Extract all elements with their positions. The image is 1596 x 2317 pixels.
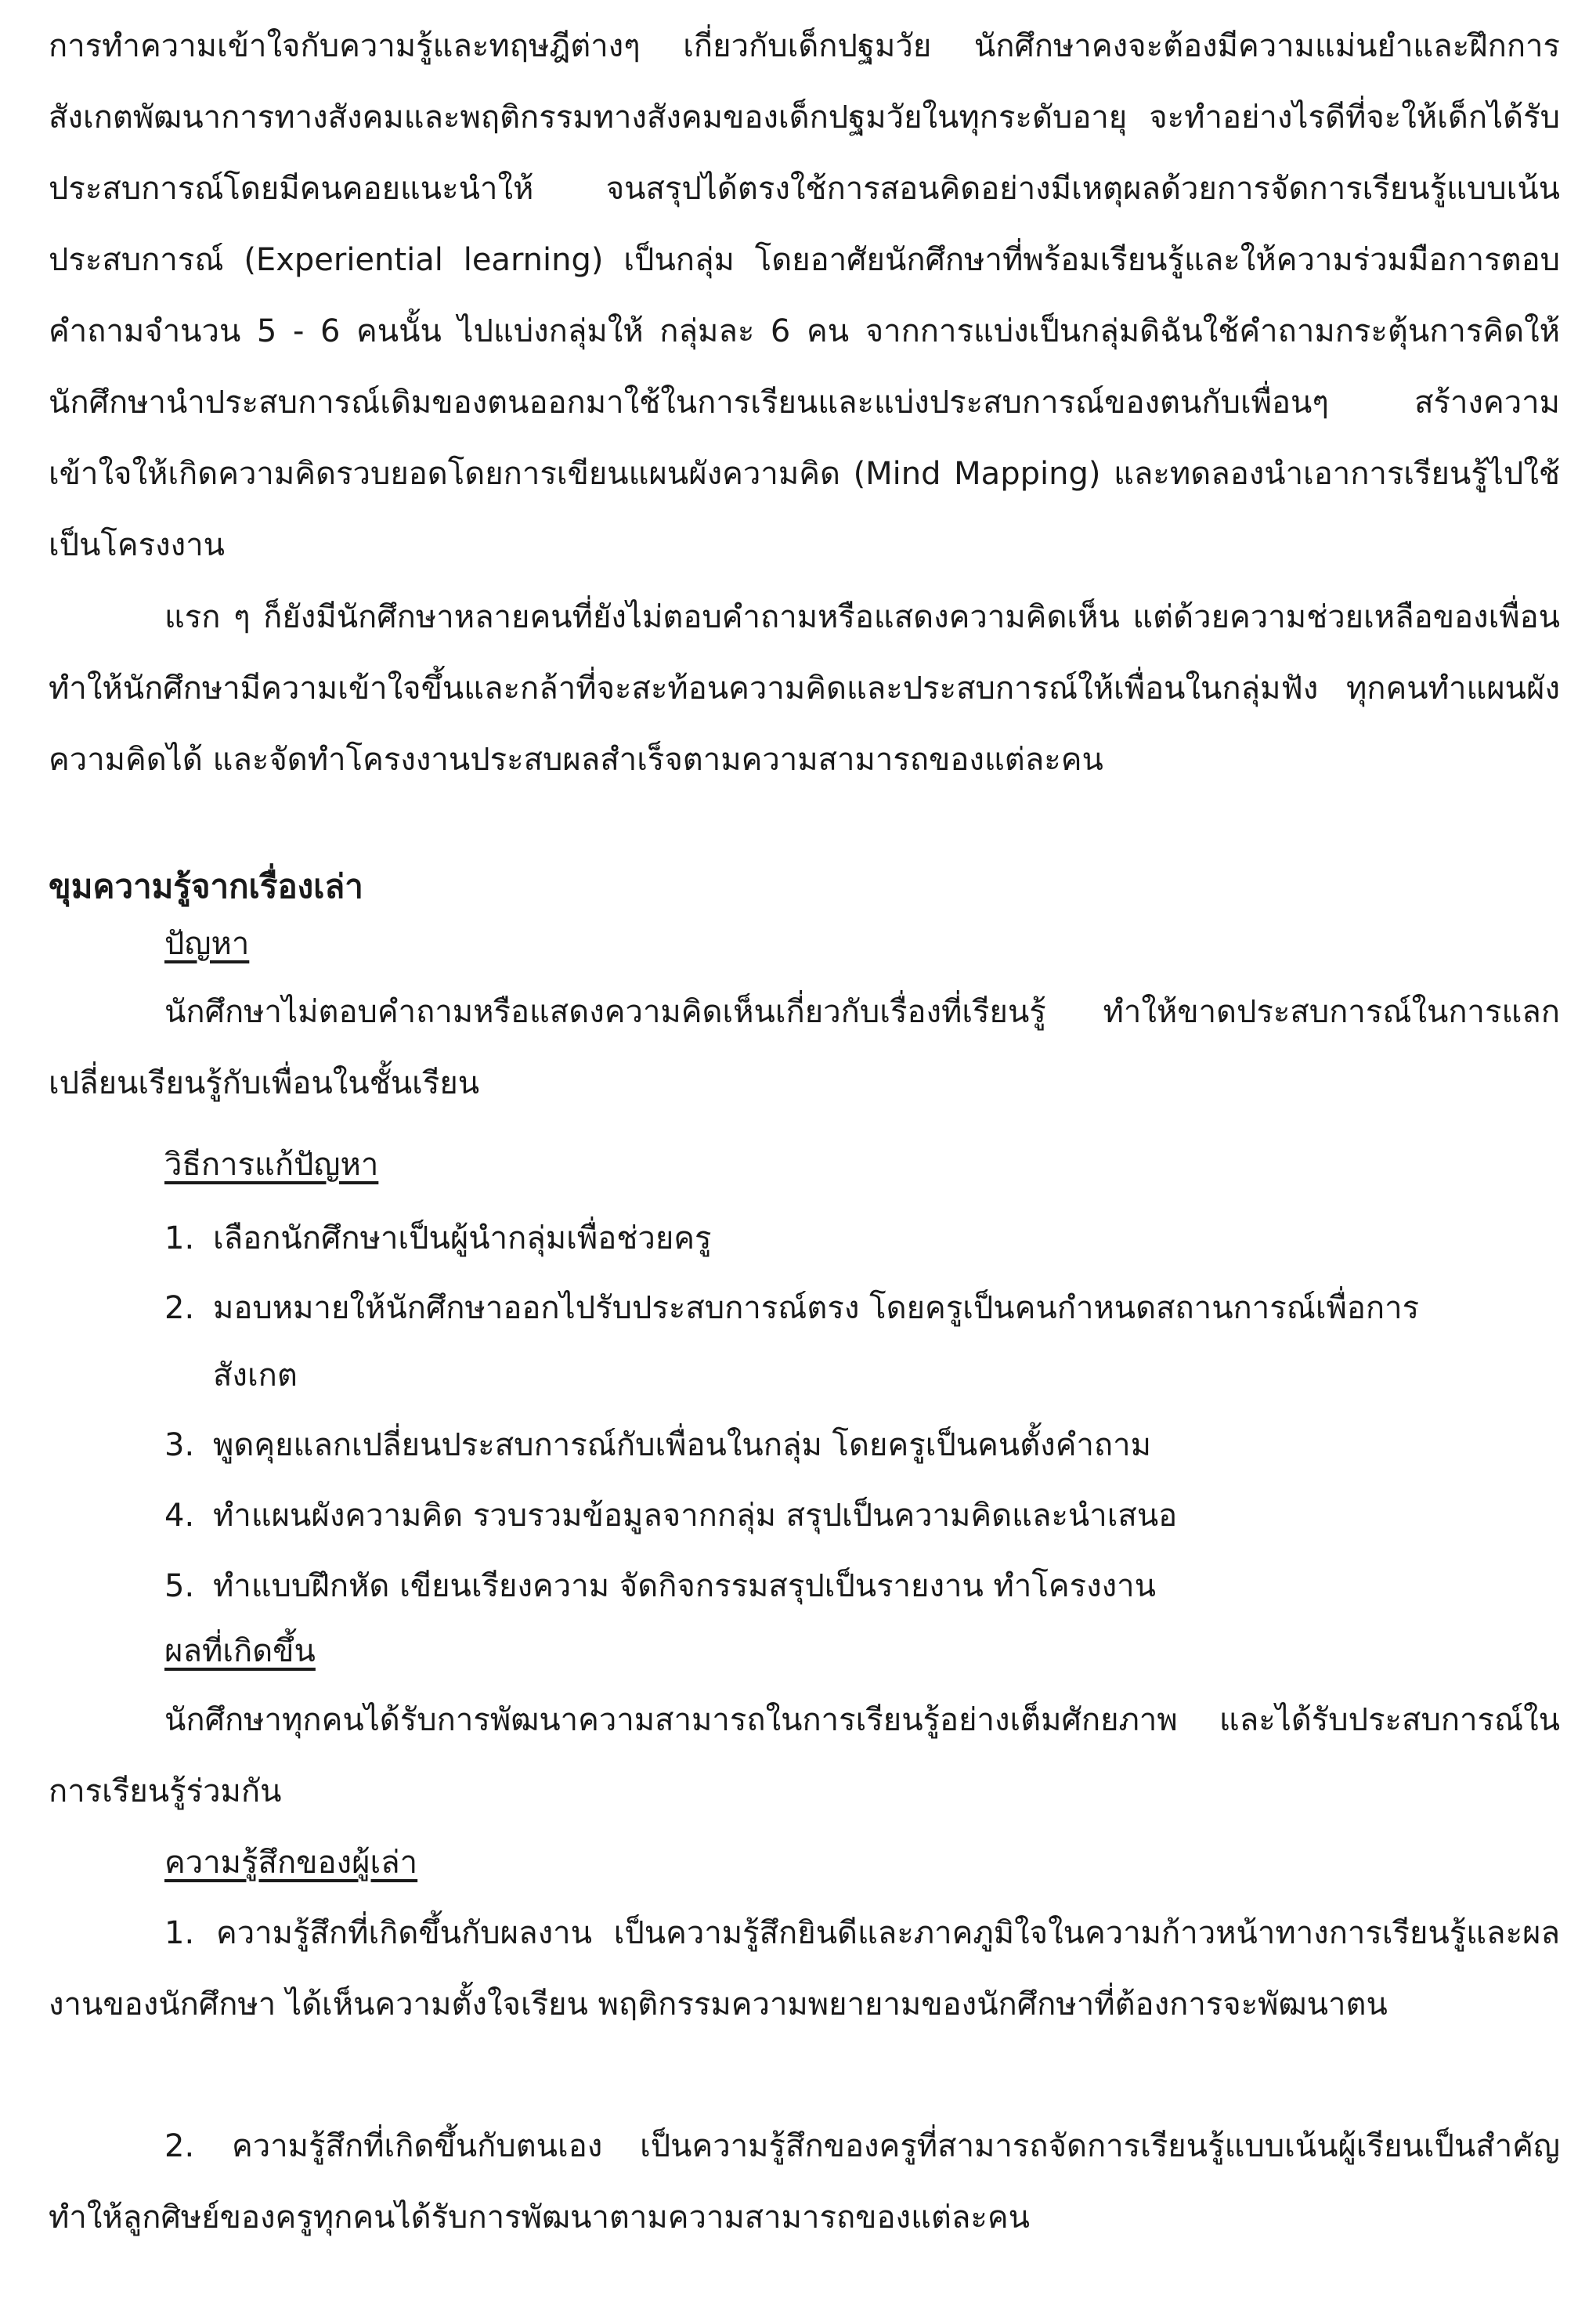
method-item-4 bbox=[164, 1480, 1560, 1552]
method-item-number: 3. bbox=[164, 1427, 195, 1463]
method-item-number: 1. bbox=[164, 1220, 195, 1256]
intro-paragraph-1: การทำความเข้าใจกับความรู้และทฤษฎีต่างๆ เกี่ยวกับเด็กปฐมวัย นักศึกษาคงจะต้องมีความแม่นยำและฝึกการสังเกตพัฒนาการทางสังคมและพฤติกรรมทางสังคมของเด็กปฐมวัยในทุกระดับอายุ จะทำอย่างไรดีที่จะให้เด็กได้รับประสบการณ์โดยมีคนคอยแนะนำให้ จนสรุปได้ตรงใช้การสอนคิดอย่างมีเหตุผลด้วยการจัดการเรียนรู้แบบเน้นประสบการณ์ (Experiential learning) เป็นกลุ่ม โดยอาศัยนักศึกษาที่พร้อมเรียนรู้และให้ความร่วมมือการตอบคำถามจำนวน 5 - 6 คนนั้น ไปแบ่งกลุ่มให้ กลุ่มละ 6 คน จากการแบ่งเป็นกลุ่มดิฉันใช้คำถามกระตุ้นการคิดให้นักศึกษานำประสบการณ์เดิมของตนออกมาใช้ในการเรียนและแบ่งประสบการณ์ของตนกับเพื่อนๆ สร้างความเข้าใจให้เกิดความคิดรวบยอดโดยการเขียนแผนผังความคิด (Mind Mapping) และทดลองนำเอาการเรียนรู้ไปใช้เป็นโครงงาน bbox=[49, 28, 1560, 563]
method-item-text: ทำแบบฝึกหัด เขียนเรียงความ จัดกิจกรรมสรุปเป็นรายงาน ทำโครงงาน bbox=[213, 1568, 1156, 1604]
method-item-2 bbox=[164, 1273, 1560, 1344]
result-heading: ผลที่เกิดขึ้น bbox=[164, 1633, 316, 1669]
feeling-item-2: 2. ความรู้สึกที่เกิดขึ้นกับตนเอง เป็นความรู้สึกของครูที่สามารถจัดการเรียนรู้แบบเน้นผู้เรียนเป็นสำคัญ ทำให้ลูกศิษย์ของครูทุกคนได้รับการพัฒนาตามความสามารถของแต่ละคน bbox=[49, 2128, 1560, 2236]
section-title: ขุมความรู้จากเรื่องเล่า bbox=[49, 867, 363, 905]
method-item-number: 2. bbox=[164, 1290, 195, 1326]
method-heading: วิธีการแก้ปัญหา bbox=[164, 1147, 379, 1183]
method-item-5 bbox=[164, 1551, 1560, 1622]
feeling-heading: ความรู้สึกของผู้เล่า bbox=[164, 1845, 418, 1881]
method-item-number: 5. bbox=[164, 1568, 195, 1604]
method-item-text: มอบหมายให้นักศึกษาออกไปรับประสบการณ์ตรง โดยครูเป็นคนกำหนดสถานการณ์เพื่อการ bbox=[213, 1290, 1420, 1326]
method-item-text: พูดคุยแลกเปลี่ยนประสบการณ์กับเพื่อนในกลุ่ม โดยครูเป็นคนตั้งคำถาม bbox=[213, 1427, 1151, 1463]
feeling-item-1: 1. ความรู้สึกที่เกิดขึ้นกับผลงาน เป็นความรู้สึกยินดีและภาคภูมิใจในความก้าวหน้าทางการเรียนรู้และผลงานของนักศึกษา ได้เห็นความตั้งใจเรียน พฤติกรรมความพยายามของนักศึกษาที่ต้องการจะพัฒนาตน bbox=[49, 1915, 1560, 2022]
problem-text: นักศึกษาไม่ตอบคำถามหรือแสดงความคิดเห็นเกี่ยวกับเรื่องที่เรียนรู้ ทำให้ขาดประสบการณ์ในการแลกเปลี่ยนเรียนรู้กับเพื่อนในชั้นเรียน bbox=[49, 994, 1560, 1101]
problem-heading: ปัญหา bbox=[164, 926, 250, 962]
method-item-text: เลือกนักศึกษาเป็นผู้นำกลุ่มเพื่อช่วยครู bbox=[213, 1220, 712, 1256]
method-item-3 bbox=[164, 1410, 1560, 1481]
method-item-text: ทำแผนผังความคิด รวบรวมข้อมูลจากกลุ่ม สรุปเป็นความคิดและนำเสนอ bbox=[213, 1498, 1178, 1534]
method-item-1 bbox=[164, 1203, 1560, 1274]
result-text: นักศึกษาทุกคนได้รับการพัฒนาความสามารถในการเรียนรู้อย่างเต็มศักยภาพ และได้รับประสบการณ์ในการเรียนรู้ร่วมกัน bbox=[49, 1702, 1560, 1809]
method-item-2-continued: สังเกต bbox=[213, 1357, 298, 1393]
method-item-number: 4. bbox=[164, 1498, 195, 1534]
intro-paragraph-2: แรก ๆ ก็ยังมีนักศึกษาหลายคนที่ยังไม่ตอบคำถามหรือแสดงความคิดเห็น แต่ด้วยความช่วยเหลือของเพื่อนทำให้นักศึกษามีความเข้าใจขึ้นและกล้าที่จะสะท้อนความคิดและประสบการณ์ให้เพื่อนในกลุ่มฟัง ทุกคนทำแผนผังความคิดได้ และจัดทำโครงงานประสบผลสำเร็จตามความสามารถของแต่ละคน bbox=[49, 599, 1560, 778]
